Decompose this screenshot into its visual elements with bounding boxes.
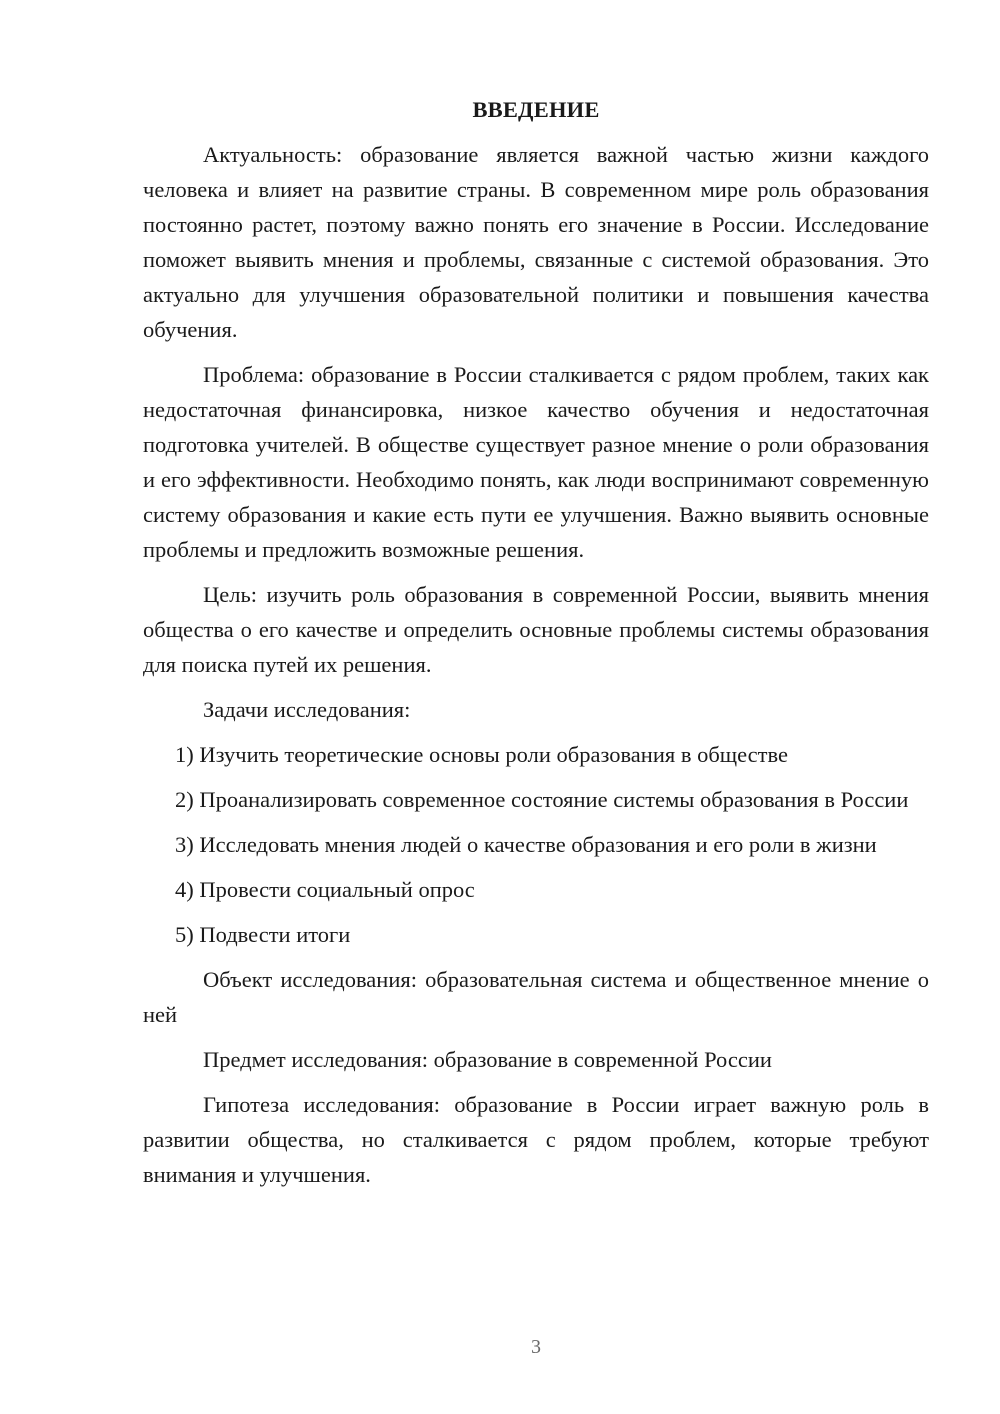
section-heading: ВВЕДЕНИЕ: [472, 97, 600, 122]
object-paragraph: Объект исследования: образовательная система и общественное мнение о ней: [143, 967, 929, 1027]
task-item: 2) Проанализировать современное состояние системы образования в России: [175, 787, 909, 812]
page-number: 3: [531, 1336, 541, 1358]
relevance-paragraph: Актуальность: образование является важной частью жизни каждого человека и влияет на развитие страны. В современном мире роль образования постоянно растет, поэтому важно понять его значение в России. Исследование поможет выявить мнения и проблемы, связанные с системой образования. Это актуально для улучшения образовательной политики и повышения качества обучения.: [143, 142, 929, 342]
task-item: 5) Подвести итоги: [175, 922, 351, 947]
task-item: 3) Исследовать мнения людей о качестве образования и его роли в жизни: [175, 832, 877, 857]
page-content: [143, 92, 929, 1202]
problem-paragraph: Проблема: образование в России сталкивается с рядом проблем, таких как недостаточная финансировка, низкое качество обучения и недостаточная подготовка учителей. В обществе существует разное мнение о роли образования и его эффективности. Необходимо понять, как люди воспринимают современную систему образования и какие есть пути ее улучшения. Важно выявить основные проблемы и предложить возможные решения.: [143, 362, 929, 562]
subject-paragraph: Предмет исследования: образование в современной России: [203, 1047, 772, 1072]
task-item: 1) Изучить теоретические основы роли образования в обществе: [175, 742, 788, 767]
goal-paragraph: Цель: изучить роль образования в современной России, выявить мнения общества о его качестве и определить основные проблемы системы образования для поиска путей их решения.: [143, 582, 929, 677]
task-item: 4) Провести социальный опрос: [175, 877, 475, 902]
tasks-title: Задачи исследования:: [203, 697, 411, 722]
hypothesis-paragraph: Гипотеза исследования: образование в России играет важную роль в развитии общества, но сталкивается с рядом проблем, которые требуют внимания и улучшения.: [143, 1092, 929, 1187]
